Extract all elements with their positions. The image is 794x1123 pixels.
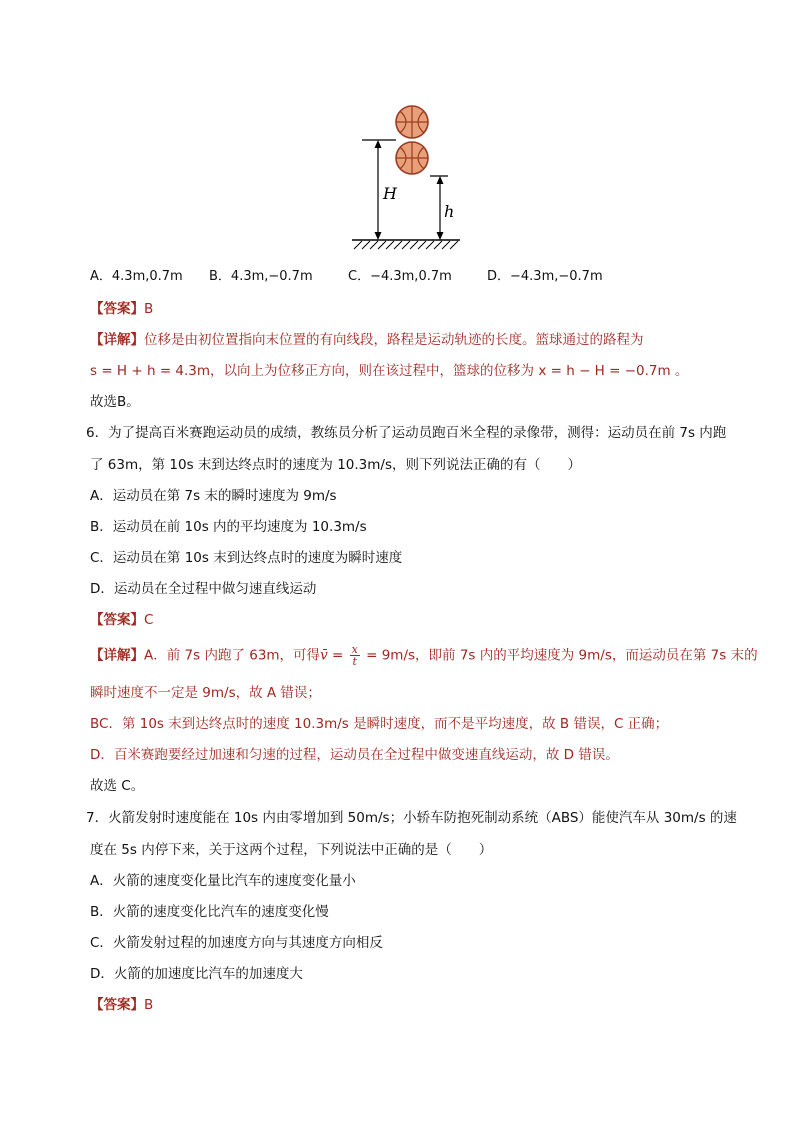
answer-value: C bbox=[144, 612, 154, 628]
detail-a-post: = 9m/s，即前 7s 内的平均速度为 9m/s，而运动员在第 7s 末的 bbox=[361, 647, 758, 664]
fraction-denominator: t bbox=[352, 655, 357, 668]
q5-option-d: D．−4.3m,−0.7m bbox=[487, 269, 603, 284]
q6-stem-line1: 6．为了提高百米赛跑运动员的成绩，教练员分析了运动员跑百米全程的录像带，测得：运动员在前 7s 内跑 bbox=[86, 425, 727, 441]
q5-option-a: A．4.3m,0.7m bbox=[90, 269, 183, 284]
basketball-figure bbox=[0, 0, 794, 260]
ground-hatch bbox=[352, 240, 460, 249]
answer-value: B bbox=[144, 997, 154, 1013]
detail-tag: 【详解】 bbox=[90, 332, 144, 348]
q6-detail-d: D．百米赛跑要经过加速和匀速的过程，运动员在全过程中做变速直线运动，故 D 错误。 bbox=[90, 747, 619, 763]
detail-text: 位移是由初位置指向末位置的有向线段，路程是运动轨迹的长度。篮球通过的路程为 bbox=[144, 332, 644, 348]
basketball-top-icon bbox=[396, 106, 428, 138]
height-h-label: h bbox=[444, 202, 455, 221]
q6-option-c: C．运动员在第 10s 末到达终点时的速度为瞬时速度 bbox=[90, 550, 403, 566]
fraction-numerator: x bbox=[351, 643, 358, 656]
q7-stem-line1: 7．火箭发射时速度能在 10s 内由零增加到 50m/s；小轿车防抱死制动系统（ABS）能使汽车从 30m/s 的速 bbox=[86, 810, 737, 826]
detail-a-pre: A．前 7s 内跑了 63m，可得 bbox=[144, 647, 321, 664]
height-H-label: H bbox=[383, 184, 397, 203]
q5-detail-line1 bbox=[90, 330, 644, 350]
q5-conclusion: 故选B。 bbox=[90, 394, 140, 410]
q6-answer bbox=[90, 610, 153, 630]
answer-tag: 【答案】 bbox=[90, 301, 144, 317]
q5-detail-line2: s = H + h = 4.3m，以向上为位移正方向，则在该过程中，篮球的位移为 x = h − H = −0.7m 。 bbox=[90, 363, 689, 379]
detail-tag: 【详解】 bbox=[90, 647, 144, 664]
q6-detail-a-line2: 瞬时速度不一定是 9m/s，故 A 错误； bbox=[90, 685, 321, 701]
q6-conclusion: 故选 C。 bbox=[90, 778, 145, 794]
q6-stem-line2: 了 63m，第 10s 末到达终点时的速度为 10.3m/s，则下列说法正确的有（ ） bbox=[90, 457, 581, 473]
q7-answer bbox=[90, 995, 153, 1015]
q6-option-b: B．运动员在前 10s 内的平均速度为 10.3m/s bbox=[90, 519, 367, 535]
q6-detail-a-line1 bbox=[90, 644, 758, 667]
average-velocity-symbol: v̄ bbox=[320, 647, 328, 664]
q7-option-d: D．火箭的加速度比汽车的加速度大 bbox=[90, 966, 303, 982]
x-over-t-fraction bbox=[350, 644, 360, 667]
q7-option-c: C．火箭发射过程的加速度方向与其速度方向相反 bbox=[90, 935, 383, 951]
q7-option-b: B．火箭的速度变化比汽车的速度变化慢 bbox=[90, 904, 329, 920]
q5-option-b: B．4.3m,−0.7m bbox=[209, 269, 313, 284]
q6-option-a: A．运动员在第 7s 末的瞬时速度为 9m/s bbox=[90, 488, 337, 504]
q5-answer bbox=[90, 299, 153, 319]
q7-option-a: A．火箭的速度变化量比汽车的速度变化量小 bbox=[90, 873, 356, 889]
answer-tag: 【答案】 bbox=[90, 612, 144, 628]
answer-tag: 【答案】 bbox=[90, 997, 144, 1013]
q7-stem-line2: 度在 5s 内停下来，关于这两个过程，下列说法中正确的是（ ） bbox=[90, 842, 493, 858]
answer-value: B bbox=[144, 301, 154, 317]
q6-option-d: D．运动员在全过程中做匀速直线运动 bbox=[90, 581, 317, 597]
basketball-bottom-icon bbox=[396, 142, 428, 174]
q6-detail-bc: BC．第 10s 末到达终点时的速度 10.3m/s 是瞬时速度，而不是平均速度，故 B 错误，C 正确； bbox=[90, 716, 669, 732]
equals-sign: = bbox=[327, 647, 348, 664]
q5-option-c: C．−4.3m,0.7m bbox=[348, 269, 452, 284]
